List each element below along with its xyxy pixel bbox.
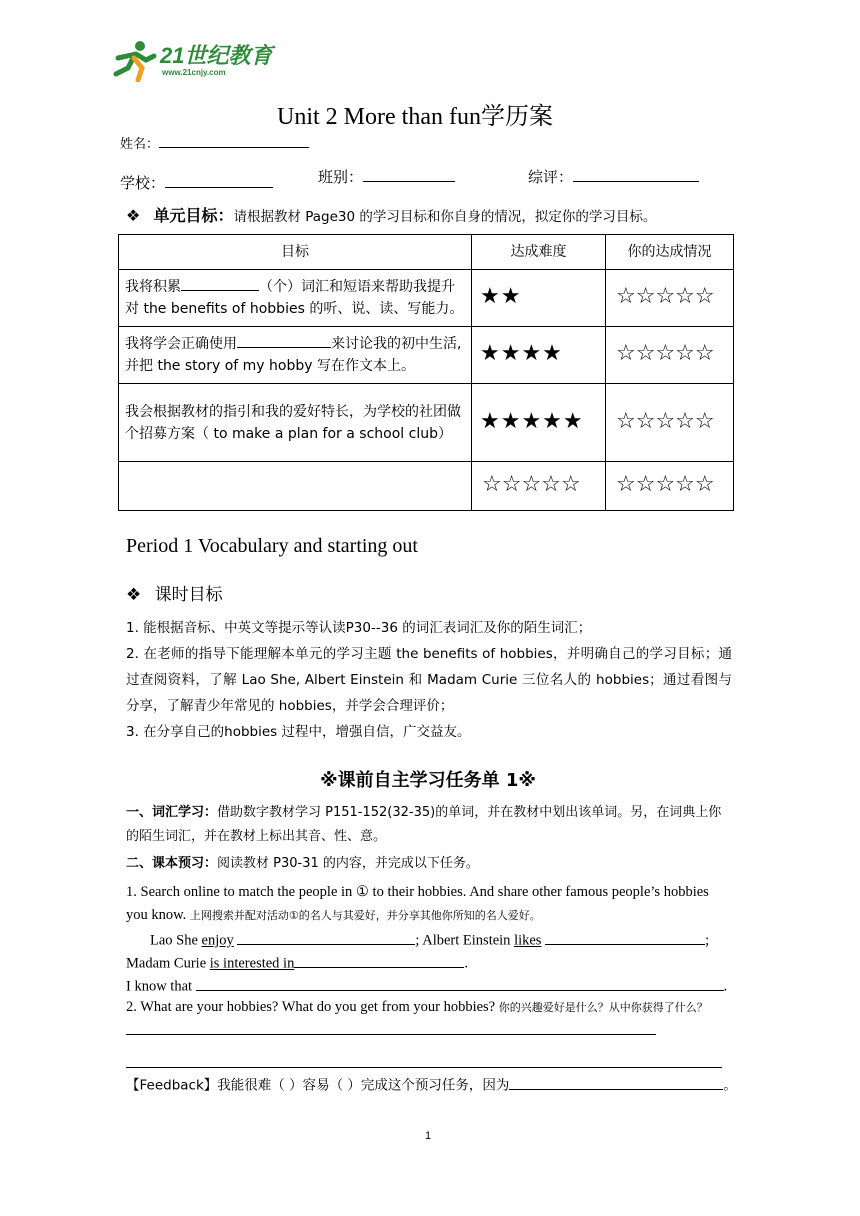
q2-english: 2. What are your hobbies? What do you get from your hobbies? (126, 999, 496, 1015)
vocab-section (126, 801, 732, 849)
blank-input[interactable] (181, 276, 259, 291)
likes-text: likes (514, 932, 542, 949)
name-label: 姓名： (120, 137, 160, 152)
feedback-text: 【Feedback】我能很难（ ）容易（ ）完成这个预习任务，因为 (126, 1077, 510, 1094)
school-label: 学校： (120, 174, 166, 192)
goal-text: 我将学会正确使用 (125, 336, 237, 352)
header-difficulty: 达成难度 (472, 235, 606, 270)
lao-she-text: Lao She (150, 932, 202, 949)
header-status: 你的达成情况 (606, 235, 734, 270)
lesson-item-3: 3. 在分享自己的hobbies 过程中，增强自信，广交益友。 (126, 724, 471, 740)
task-title: ※课前自主学习任务单 1※ (320, 770, 536, 791)
goal-empty-cell[interactable] (119, 462, 472, 511)
class-label: 班别： (318, 168, 364, 186)
question-2 (126, 996, 732, 1042)
feedback-answer[interactable] (509, 1075, 723, 1090)
preview-label: 二、课本预习： (126, 856, 218, 871)
einstein-answer[interactable] (545, 929, 705, 945)
unit-goal-heading (126, 203, 656, 226)
period-mark: . (723, 978, 728, 995)
table-header-row (119, 235, 734, 270)
header-goal: 目标 (119, 235, 472, 270)
status-stars[interactable]: ☆☆☆☆☆ (616, 341, 715, 366)
difficulty-stars: ★★★★ (480, 341, 563, 366)
logo-url: www.21cnjy.com (162, 68, 226, 77)
score-field[interactable] (528, 166, 699, 187)
difficulty-stars: ★★★★★ (480, 408, 584, 434)
lesson-goal-heading (126, 580, 223, 605)
page-title: Unit 2 More than fun学历案 (277, 104, 553, 130)
q1-chinese: 上网搜索并配对活动①的名人与其爱好，并分享其他你所知的名人爱好。 (189, 909, 541, 922)
enjoy-text: enjoy (201, 932, 234, 949)
name-field[interactable] (120, 133, 309, 152)
school-field[interactable] (120, 172, 273, 193)
logo-brand: 21世纪教育 (160, 43, 273, 68)
lesson-item-1: 1. 能根据音标、中英文等提示等认读P30--36 的词汇表词汇及你的陌生词汇； (126, 620, 592, 636)
status-stars[interactable]: ☆☆☆☆☆ (616, 284, 715, 309)
difficulty-stars: ★★ (480, 284, 522, 309)
table-row (119, 384, 734, 462)
lesson-goal-label: 课时目标 (154, 585, 223, 605)
period-mark: 。 (723, 1077, 737, 1094)
goal-text: （个）词汇和短语来帮助我提升对 the benefits of hobbies 的听、说、读、写能力。 (125, 279, 464, 317)
table-row (119, 270, 734, 327)
curie-answer[interactable] (294, 952, 464, 968)
goal-text: 我将积累 (125, 279, 181, 295)
logo (110, 38, 280, 82)
score-label: 综评： (528, 168, 574, 186)
i-know-answer[interactable] (196, 975, 724, 991)
goal-text: 来讨论我的初中生活, 并把 the story of my hobby 写在作文本上。 (125, 336, 462, 374)
semicolon: ; (705, 932, 710, 949)
table-row (119, 327, 734, 384)
vocab-text: 借助数字教材学习 P151-152(32-35)的单词，并在教材中划出该单词。另，在词典上你的陌生词汇，并在教材上标出其音、性、意。 (126, 805, 722, 844)
diamond-bullet-icon: ❖ (126, 585, 142, 605)
preview-text: 阅读教材 P30-31 的内容，并完成以下任务。 (217, 856, 479, 871)
curie-text: Madam Curie (126, 955, 210, 972)
goals-table (118, 234, 734, 511)
feedback-line (126, 1075, 737, 1096)
period-title: Period 1 Vocabulary and starting out (126, 535, 418, 557)
i-know-text: I know that (126, 978, 193, 995)
page-number: 1 (424, 1130, 432, 1142)
einstein-text: ; Albert Einstein (415, 932, 515, 949)
lao-she-answer[interactable] (237, 929, 415, 945)
q2-answer-2[interactable] (126, 1067, 722, 1068)
q1-english: 1. Search online to match the people in ① to their hobbies. And share other famous people’s hobbies you know. (126, 884, 709, 923)
class-field[interactable] (318, 166, 455, 187)
goal-text: 我会根据教材的指引和我的爱好特长，为学校的社团做个招募方案（ to make a plan for a school club） (125, 403, 461, 442)
unit-goal-label: 单元目标： (153, 206, 234, 225)
period-mark: . (464, 955, 468, 972)
lesson-item-2: 2. 在老师的指导下能理解本单元的学习主题 the benefits of hobbies，并明确自己的学习目标；通过查阅资料，了解 Lao She, Albert Einstein 和 Madam Curie 三位名人的 hobbies；通过看图与分享，了解青少年常见的 hobbies，并学会合理评价； (126, 646, 732, 714)
difficulty-stars[interactable]: ☆☆☆☆☆ (482, 472, 581, 497)
preview-section (126, 853, 479, 875)
vocab-label: 一、词汇学习： (126, 805, 218, 820)
interested-text: is interested in (209, 955, 295, 972)
q2-chinese: 你的兴趣爱好是什么？从中你获得了什么？ (498, 1001, 708, 1014)
q1-answer-line-1 (150, 929, 709, 951)
q1-answer-line-3 (126, 975, 727, 997)
status-stars[interactable]: ☆☆☆☆☆ (616, 408, 715, 434)
table-row (119, 462, 734, 511)
diamond-bullet-icon: ❖ (126, 206, 141, 225)
q1-answer-line-2 (126, 952, 468, 974)
blank-input[interactable] (237, 333, 331, 348)
status-stars[interactable]: ☆☆☆☆☆ (616, 472, 715, 497)
runner-logo-icon (110, 38, 158, 82)
unit-goal-desc: 请根据教材 Page30 的学习目标和你自身的情况，拟定你的学习目标。 (233, 209, 657, 225)
q2-answer-1[interactable] (126, 1019, 656, 1035)
question-1 (126, 881, 732, 927)
